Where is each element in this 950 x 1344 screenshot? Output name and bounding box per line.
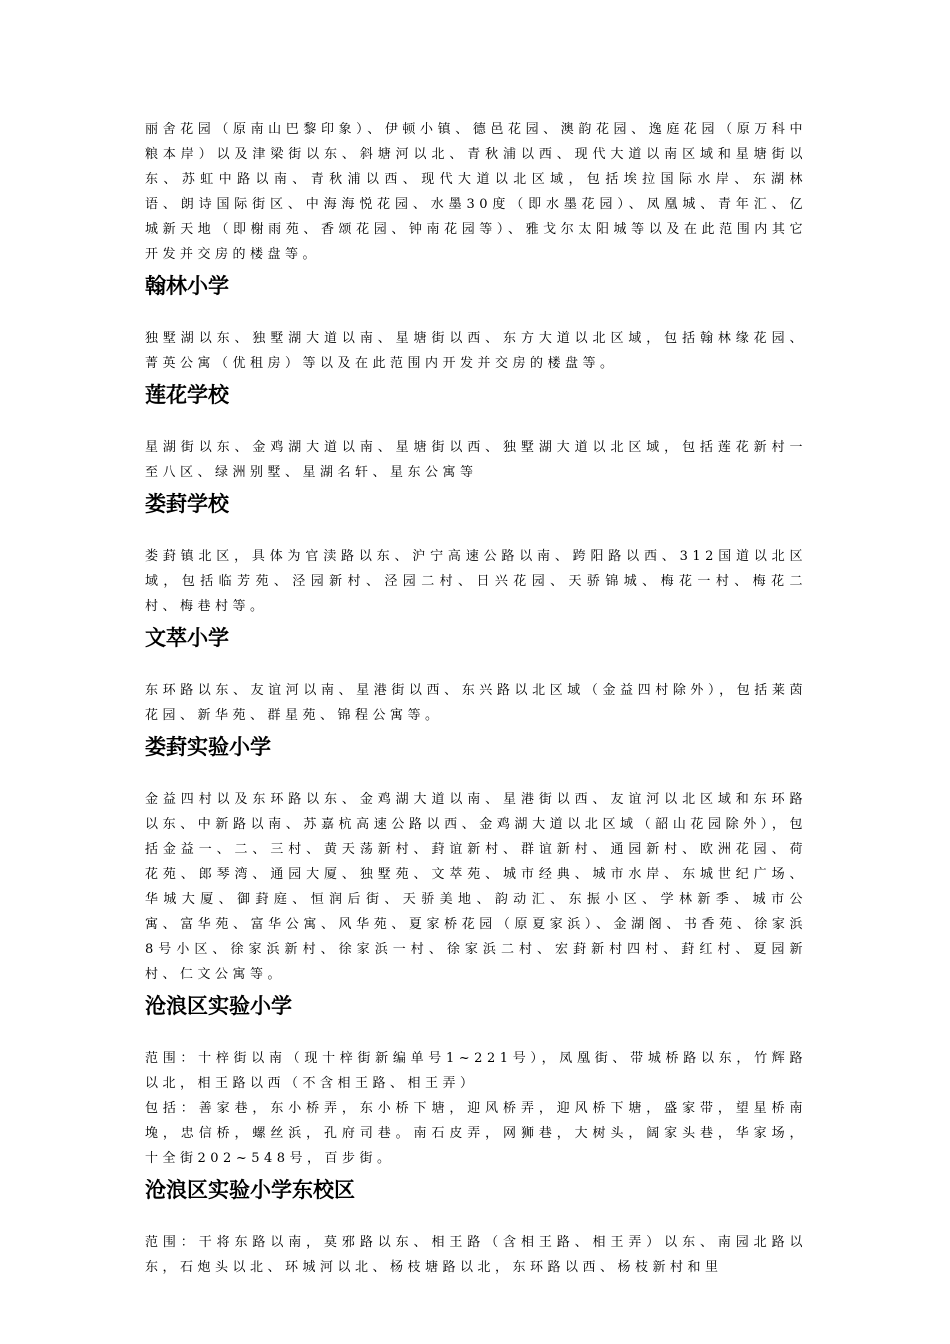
section-title: 莲花学校	[145, 383, 229, 407]
section-paragraph: 包括：善家巷，东小桥弄，东小桥下塘，迎风桥弄，迎风桥下塘，盛家带，望星桥南堍，忠信桥，螺丝浜，孔府司巷。南石皮弄，网狮巷，大树头，阔家头巷，华家场，十全街202~548号，百步街。	[145, 1101, 807, 1166]
document-page	[145, 117, 807, 1280]
section-paragraph: 范围：十梓街以南（现十梓街新编单号1~221号），凤凰街、带城桥路以东，竹辉路以北，相王路以西（不含相王路、相王弄）	[145, 1051, 807, 1091]
section-loufeng	[145, 489, 807, 619]
section-paragraph: 独墅湖以东、独墅湖大道以南、星塘街以西、东方大道以北区域，包括翰林缘花园、菁英公寓（优租房）等以及在此范围内开发并交房的楼盘等。	[145, 331, 807, 371]
section-title: 沧浪区实验小学东校区	[145, 1178, 355, 1202]
section-hanlin	[145, 271, 807, 376]
section-paragraph: 金益四村以及东环路以东、金鸡湖大道以南、星港街以西、友谊河以北区域和东环路以东、中新路以南、苏嘉杭高速公路以西、金鸡湖大道以北区域（韶山花园除外），包括金益一、二、三村、黄天荡新村、葑谊新村、群谊新村、通园新村、欧洲花园、荷花苑、郎琴湾、通园大厦、独墅苑、文萃苑、城市经典、城市水岸、东城世纪广场、华城大厦、御葑庭、恒润后街、天骄美地、韵动汇、东振小区、学林新季、城市公寓、富华苑、富华公寓、风华苑、夏家桥花园（原夏家浜）、金湖阁、书香苑、徐家浜8号小区、徐家浜新村、徐家浜一村、徐家浜二村、宏葑新村四村、葑红村、夏园新村、仁文公寓等。	[145, 792, 807, 982]
section-title: 文萃小学	[145, 626, 229, 650]
section-title: 沧浪区实验小学	[145, 994, 292, 1018]
section-canglang-shiyan-east	[145, 1175, 807, 1280]
intro-paragraph: 丽舍花园（原南山巴黎印象）、伊顿小镇、德邑花园、澳韵花园、逸庭花园（原万科中粮本岸）以及津梁街以东、斜塘河以北、青秋浦以西、现代大道以南区域和星塘街以东、苏虹中路以南、青秋浦以西、现代大道以北区域，包括埃拉国际水岸、东湖林语、朗诗国际街区、中海海悦花园、水墨30度（即水墨花园）、凤凰城、青年汇、亿城新天地（即榭雨苑、香颂花园、钟南花园等）、雅戈尔太阳城等以及在此范围内其它开发并交房的楼盘等。	[145, 122, 807, 262]
section-canglang-shiyan	[145, 991, 807, 1171]
section-title: 翰林小学	[145, 274, 229, 298]
section-paragraph: 东环路以东、友谊河以南、星港街以西、东兴路以北区域（金益四村除外），包括莱茵花园、新华苑、群星苑、锦程公寓等。	[145, 683, 807, 723]
section-title: 娄葑学校	[145, 492, 229, 516]
section-loufeng-shiyan	[145, 732, 807, 987]
section-paragraph: 范围：干将东路以南，莫邪路以东、相王路（含相王路、相王弄）以东、南园北路以东，石炮头以北、环城河以北、杨枝塘路以北，东环路以西、杨枝新村和里	[145, 1235, 807, 1275]
section-paragraph: 娄葑镇北区，具体为官渎路以东、沪宁高速公路以南、跨阳路以西、312国道以北区域，包括临芳苑、泾园新村、泾园二村、日兴花园、天骄锦城、梅花一村、梅花二村、梅巷村等。	[145, 549, 807, 614]
section-lianhua	[145, 380, 807, 485]
section-paragraph: 星湖街以东、金鸡湖大道以南、星塘街以西、独墅湖大道以北区域，包括莲花新村一至八区、绿洲别墅、星湖名轩、星东公寓等	[145, 440, 807, 480]
section-wencui	[145, 623, 807, 728]
section-title: 娄葑实验小学	[145, 735, 271, 759]
